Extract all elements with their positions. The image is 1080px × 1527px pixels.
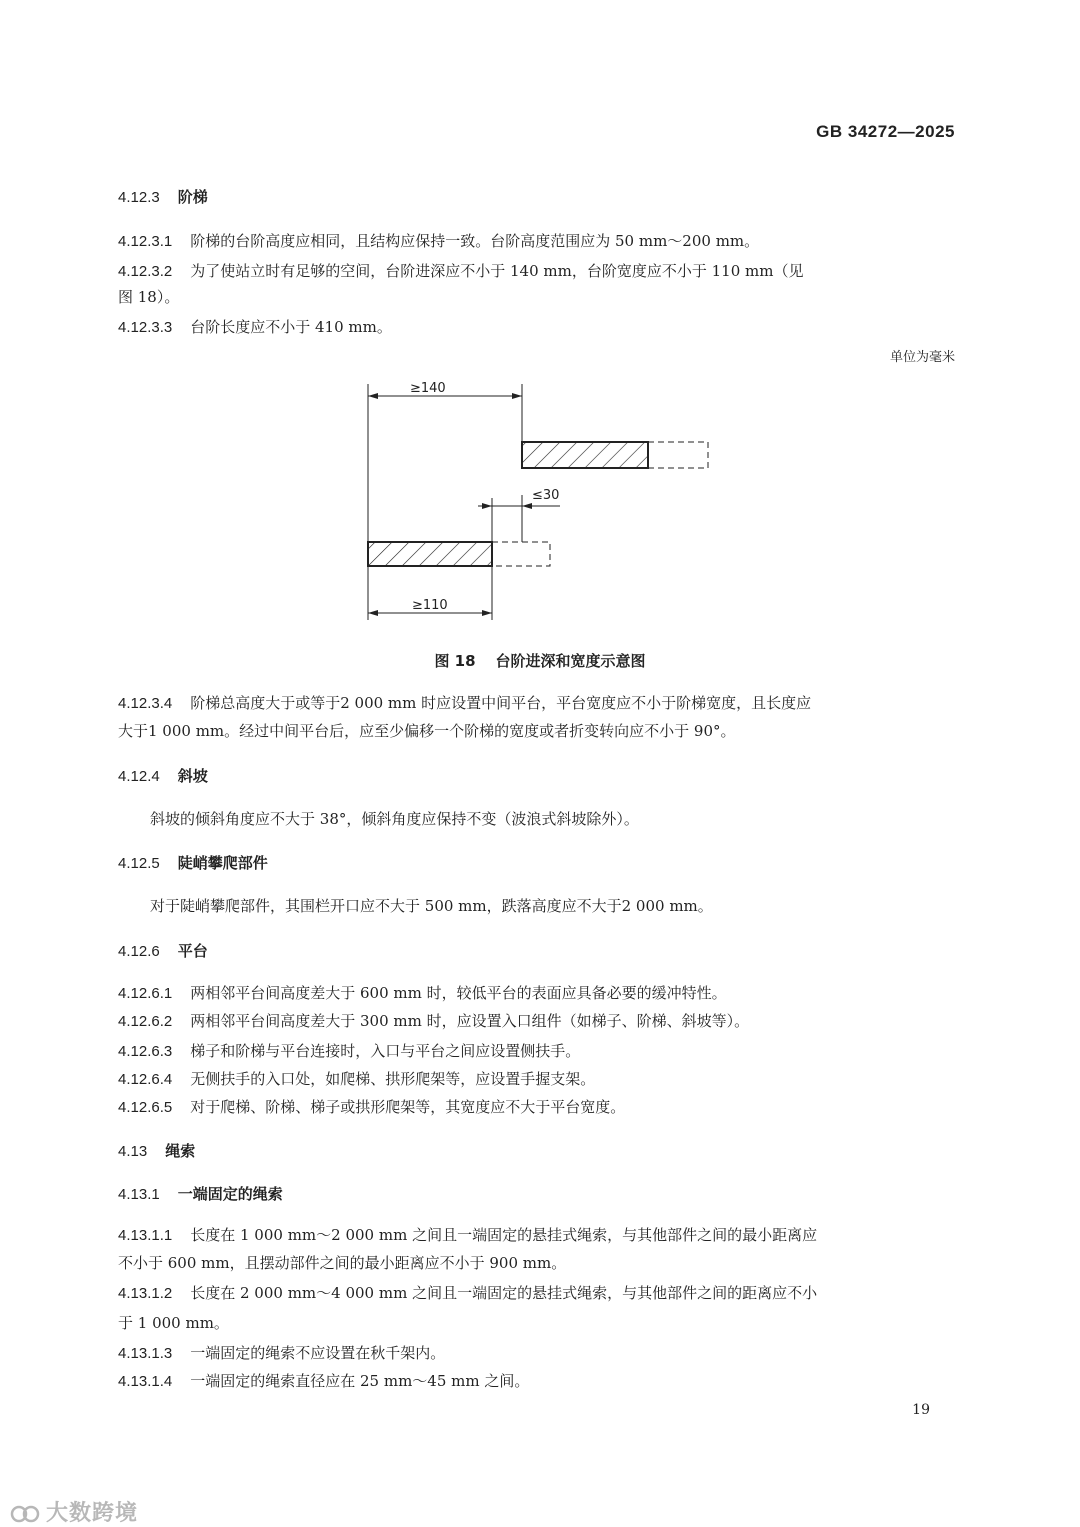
clause-4-12-3-3 (118, 314, 958, 341)
clause-4-12-5-text: 对于陡峭攀爬部件，其围栏开口应不大于 500 mm，跌落高度应不大于2 000 mm。 (150, 897, 713, 915)
gap-arrow-right (522, 503, 532, 509)
width-arrow-right (482, 610, 492, 616)
step-diagram (360, 370, 720, 630)
clause-4-13-1-2 (118, 1280, 958, 1307)
unit-note: 单位为毫米 (889, 350, 955, 365)
clause-4-12-3-2 (118, 258, 958, 285)
page-number: 19 (912, 1402, 930, 1418)
clause-text: 为了使站立时有足够的空间，台阶进深应不小于 140 mm，台阶宽度应不小于 110 mm（见 (190, 262, 804, 280)
clause-4-12-4-text: 斜坡的倾斜角度应不大于 38°，倾斜角度应保持不变（波浪式斜坡除外）。 (150, 810, 639, 828)
section-heading-4-13 (118, 1140, 195, 1161)
clause-text: 台阶长度应不小于 410 mm。 (190, 318, 392, 336)
clause-text: 长度在 2 000 mm～4 000 mm 之间且一端固定的悬挂式绳索，与其他部件之间的距离应不小 (190, 1284, 818, 1302)
clause-number: 4.12.3.2 (118, 263, 173, 280)
clause-number: 4.12.3.3 (118, 319, 173, 336)
section-title: 绳索 (165, 1142, 196, 1160)
section-heading-4-12-6 (118, 940, 208, 961)
clause-text: 一端固定的绳索直径应在 25 mm～45 mm 之间。 (190, 1372, 530, 1390)
section-title: 一端固定的绳索 (177, 1185, 283, 1203)
clause-number: 4.12.3.4 (118, 695, 173, 712)
clause-number: 4.12.6.4 (118, 1071, 173, 1088)
clause-4-13-1-3 (118, 1340, 958, 1367)
clause-4-12-6-1 (118, 980, 958, 1007)
lower-step (368, 542, 492, 566)
watermark-logo-icon (10, 1503, 42, 1525)
lower-step-continuation (492, 542, 550, 566)
depth-label: ≥140 (410, 381, 446, 396)
section-heading-4-13-1 (118, 1183, 283, 1204)
clause-number: 4.13.1.4 (118, 1373, 173, 1390)
section-number: 4.12.6 (118, 943, 160, 960)
section-heading-4-12-5 (118, 852, 268, 873)
clause-number: 4.13.1.2 (118, 1285, 173, 1302)
clause-text: 阶梯总高度大于或等于2 000 mm 时应设置中间平台，平台宽度应不小于阶梯宽度，且长度应 (190, 694, 812, 712)
clause-text: 梯子和阶梯与平台连接时，入口与平台之间应设置侧扶手。 (190, 1042, 581, 1060)
standard-number: GB 34272—2025 (816, 122, 955, 141)
section-number: 4.13 (118, 1143, 148, 1160)
clause-number: 4.13.1.1 (118, 1227, 173, 1244)
section-number: 4.12.5 (118, 855, 160, 872)
clause-4-12-6-5 (118, 1094, 958, 1121)
width-label: ≥110 (412, 598, 448, 613)
clause-number: 4.12.6.1 (118, 985, 173, 1002)
clause-text: 对于爬梯、阶梯、梯子或拱形爬架等，其宽度应不大于平台宽度。 (190, 1098, 626, 1116)
section-title: 平台 (177, 942, 208, 960)
clause-text: 无侧扶手的入口处，如爬梯、拱形爬架等，应设置手握支架。 (190, 1070, 596, 1088)
clause-number: 4.12.6.2 (118, 1013, 173, 1030)
clause-number: 4.12.6.3 (118, 1043, 173, 1060)
clause-4-12-6-4 (118, 1066, 958, 1093)
clause-text: 阶梯的台阶高度应相同，且结构应保持一致。台阶高度范围应为 50 mm～200 mm。 (190, 232, 760, 250)
clause-4-12-6-2 (118, 1008, 958, 1035)
section-number: 4.12.4 (118, 768, 160, 785)
clause-text: 两相邻平台间高度差大于 300 mm 时，应设置入口组件（如梯子、阶梯、斜坡等）。 (190, 1012, 750, 1030)
section-title: 阶梯 (177, 188, 208, 206)
section-heading-4-12-4 (118, 765, 208, 786)
watermark (10, 1496, 138, 1527)
clause-4-13-1-1-cont: 不小于 600 mm，且摆动部件之间的最小距离应不小于 900 mm。 (118, 1254, 567, 1272)
clause-4-13-1-2-cont: 于 1 000 mm。 (118, 1314, 229, 1332)
gap-label: ≤30 (532, 488, 560, 503)
clause-text: 一端固定的绳索不应设置在秋千架内。 (190, 1344, 446, 1362)
gap-arrow-left (482, 503, 492, 509)
upper-step (522, 442, 648, 468)
clause-number: 4.12.3.1 (118, 233, 173, 250)
section-number: 4.13.1 (118, 1186, 160, 1203)
clause-4-13-1-1 (118, 1222, 958, 1249)
section-heading-4-12-3 (118, 186, 208, 207)
section-title: 陡峭攀爬部件 (177, 854, 268, 872)
clause-number: 4.12.6.5 (118, 1099, 173, 1116)
upper-step-continuation (648, 442, 708, 468)
clause-4-13-1-4 (118, 1368, 958, 1395)
clause-4-12-3-4 (118, 690, 958, 717)
watermark-text: 大数跨境 (46, 1501, 139, 1526)
figure-caption (0, 650, 1080, 671)
clause-4-12-6-3 (118, 1038, 958, 1065)
figure-title: 台阶进深和宽度示意图 (495, 652, 646, 670)
clause-4-12-3-1 (118, 228, 958, 255)
clause-text: 两相邻平台间高度差大于 600 mm 时，较低平台的表面应具备必要的缓冲特性。 (190, 984, 727, 1002)
clause-text: 长度在 1 000 mm～2 000 mm 之间且一端固定的悬挂式绳索，与其他部件之间的最小距离应 (190, 1226, 818, 1244)
depth-arrow-right (512, 393, 522, 399)
clause-4-12-3-2-cont: 图 18）。 (118, 288, 180, 306)
section-number: 4.12.3 (118, 189, 160, 206)
depth-arrow-left (368, 393, 378, 399)
section-title: 斜坡 (177, 767, 208, 785)
clause-number: 4.13.1.3 (118, 1345, 173, 1362)
width-arrow-left (368, 610, 378, 616)
figure-number: 图 18 (434, 652, 476, 670)
clause-4-12-3-4-cont: 大于1 000 mm。经过中间平台后，应至少偏移一个阶梯的宽度或者折变转向应不小于 90°。 (118, 722, 736, 740)
